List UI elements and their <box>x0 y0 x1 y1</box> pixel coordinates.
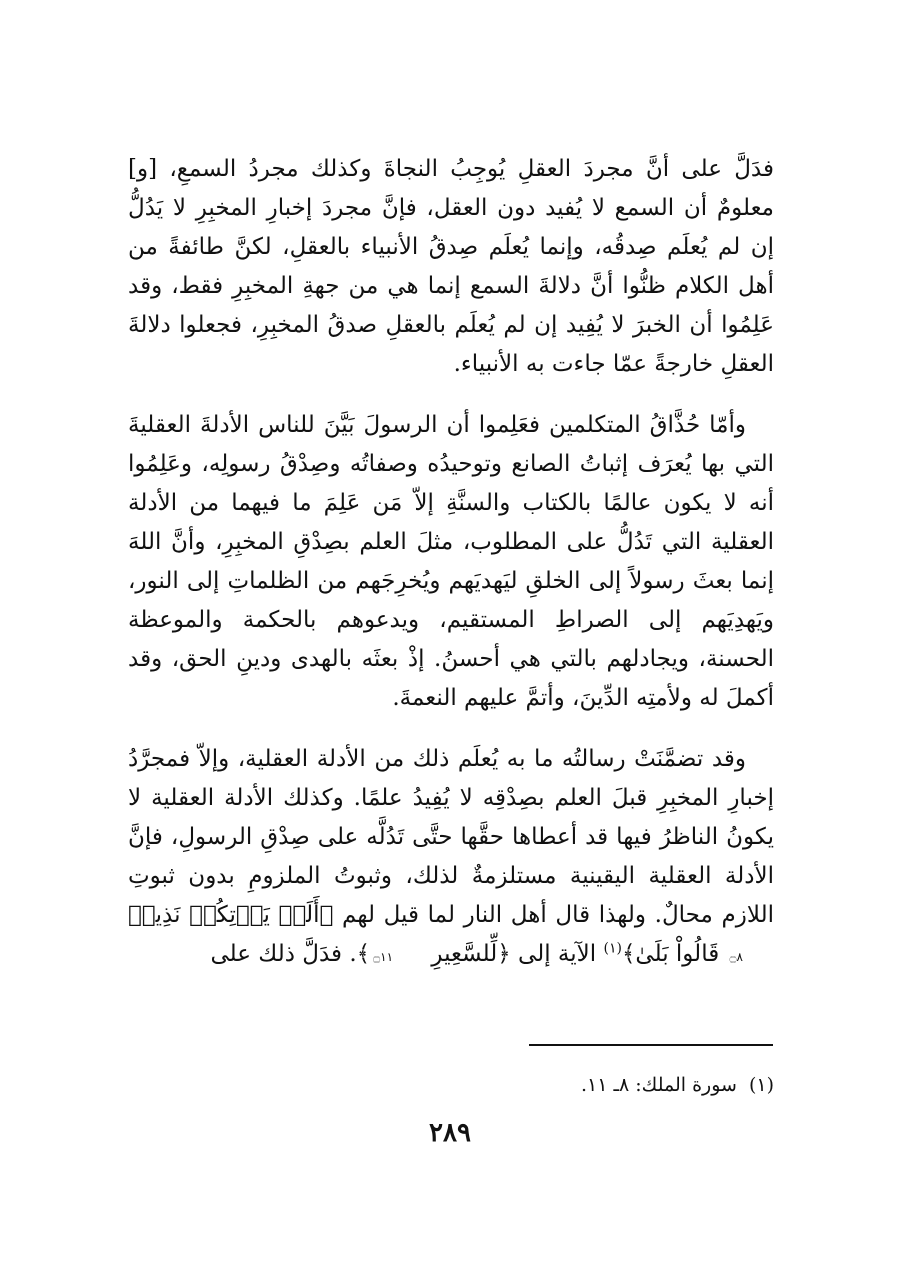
footnote <box>300 1072 774 1098</box>
ayah-number: ١١ <box>380 950 394 964</box>
paragraph-1: فدَلَّ على أنَّ مجردَ العقلِ يُوجِبُ النجاةَ وكذلك مجردُ السمعِ، [و] معلومٌ أن السمع لا يُفيد دون العقل، فإنَّ مجردَ إخبارِ المخبِرِ لا يَدُلُّ إن لم يُعلَم صِدقُه، وإنما يُعلَم صِدقُ الأنبياء بالعقلِ، لكنَّ طائفةً من أهل الكلام ظنُّوا أنَّ دلالةَ السمع إنما هي من جهةِ المخبِرِ فقط، وقد عَلِمُوا أن الخبرَ لا يُفِيد إن لم يُعلَم بالعقلِ صدقُ المخبِرِ، فجعلوا دلالةَ العقلِ خارجةً عمّا جاءت به الأنبياء. <box>128 156 774 377</box>
paragraph-3-text-middle: قَالُواْ بَلَىٰ﴾ <box>621 941 720 967</box>
paragraph-2: وأمّا حُذَّاقُ المتكلمين فعَلِموا أن الرسولَ بَيَّنَ للناس الأدلةَ العقليةَ التي بها يُعرَف إثباتُ الصانع وتوحيدُه وصفاتُه وصِدْقُ رسولِه، وعَلِمُوا أنه لا يكون عالمًا بالكتاب والسنَّةِ إلاّ مَن عَلِمَ ما فيهما من الأدلة العقلية التي تَدُلُّ على المطلوب، مثلَ العلم بصِدْقِ المخبِرِ، وأنَّ اللهَ إنما بعثَ رسولاً إلى الخلقِ ليَهديَهم ويُخرِجَهم من الظلماتِ إلى النور، ويَهدِيَهم إلى الصراطِ المستقيم، ويدعوهم بالحكمة والموعظة الحسنة، ويجادلهم بالتي هي أحسنُ. إذْ بعثَه بالهدى ودينِ الحق، وقد أكملَ له ولأمتِه الدِّينَ، وأتمَّ عليهم النعمةَ. <box>128 412 774 711</box>
page-number: ٢٨٩ <box>429 1118 471 1148</box>
ayah-number: ٨ <box>736 950 743 964</box>
ayah-number-mark: ۝١١ <box>373 950 394 964</box>
footnote-reference[interactable]: (١) <box>603 940 622 957</box>
paragraph-3-text-after: الآية إلى ﴿لِّلسَّعِيرِ <box>431 941 597 967</box>
paragraph-3-text-end: ﴾. فدَلَّ ذلك على <box>210 941 371 967</box>
footnote-number: (١) <box>748 1074 774 1096</box>
footnote-separator <box>529 1044 773 1046</box>
ayah-number-mark: ۝٨ <box>729 950 743 964</box>
paragraph-3 <box>128 740 774 977</box>
footnote-text: سورة الملك: ٨ـ ١١. <box>580 1074 737 1096</box>
paragraph-3-text-before: وقد تضمَّنَتْ رسالتُه ما به يُعلَم ذلك من الأدلة العقلية، وإلاّ فمجرَّدُ إخبارِ المخبِرِ قبلَ العلم بصِدْقِه لا يُفِيدُ علمًا. وكذلك الأدلة العقلية لا يكونُ الناظرُ فيها قد أعطاها حقَّها حتَّى تَدُلَّه على صِدْقِ الرسولِ، فإنَّ الأدلة العقلية اليقينية مستلزمةٌ لذلك، وثبوتُ الملزومِ بدون ثبوتِ اللازم محالٌ. ولهذا قال أهل النار لما قيل لهم ﴿أَلَمۡ يَأۡتِكُمۡ نَذِيرٞ <box>128 746 774 928</box>
main-text-block <box>128 150 774 999</box>
